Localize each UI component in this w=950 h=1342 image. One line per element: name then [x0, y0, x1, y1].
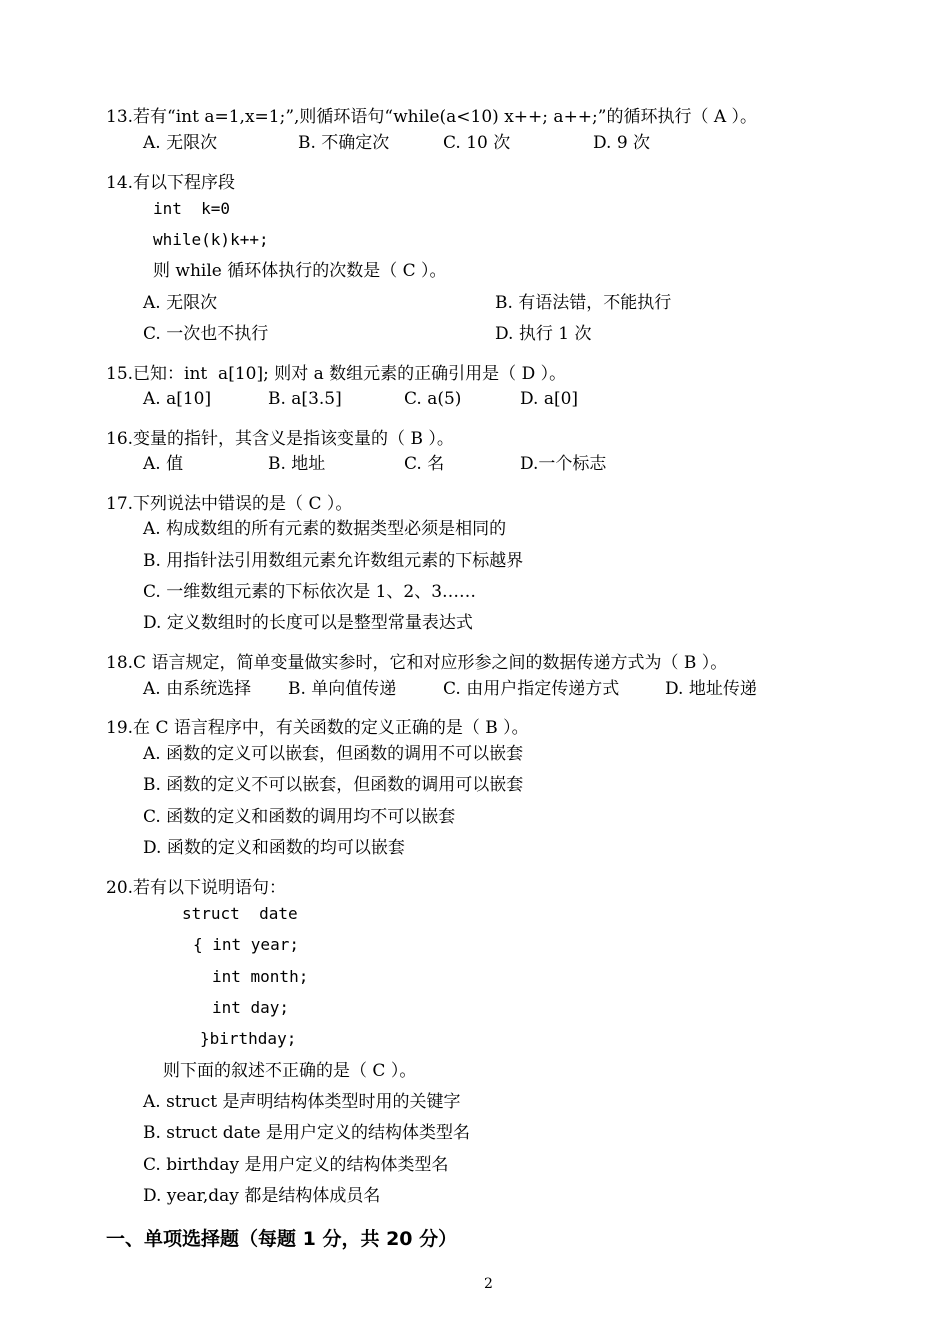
- q18-stem: 18.C 语言规定，简单变量做实参时，它和对应形参之间的数据传递方式为（ B ）。: [106, 653, 728, 673]
- q16-stem: 16.变量的指针，其含义是指该变量的（ B ）。: [106, 429, 454, 449]
- q20-ask: 则下面的叙述不正确的是（ C ）。: [163, 1061, 417, 1081]
- q14-ask: 则 while 循环体执行的次数是（ C ）。: [153, 261, 447, 281]
- q19-option-d: D. 函数的定义和函数的均可以嵌套: [143, 838, 405, 858]
- q16-option-a: A. 值: [143, 454, 184, 474]
- q20-code-line-2: { int year;: [193, 935, 299, 954]
- q16-option-c: C. 名: [404, 454, 445, 474]
- q19-stem: 19.在 C 语言程序中，有关函数的定义正确的是（ B ）。: [106, 718, 529, 738]
- q19-option-a: A. 函数的定义可以嵌套，但函数的调用不可以嵌套: [143, 744, 524, 764]
- q20-code-line-1: struct date: [182, 904, 298, 923]
- q13-option-a: A. 无限次: [143, 133, 218, 153]
- q14-code-line-1: int k=0: [153, 199, 231, 218]
- q17-option-d: D. 定义数组时的长度可以是整型常量表达式: [143, 613, 473, 633]
- q14-code-line-2: while(k)k++;: [153, 230, 269, 249]
- q15-option-c: C. a(5): [404, 389, 462, 409]
- q17-stem: 17.下列说法中错误的是（ C ）。: [106, 494, 353, 514]
- q13-option-c: C. 10 次: [443, 133, 511, 153]
- q19-option-c: C. 函数的定义和函数的调用均不可以嵌套: [143, 807, 456, 827]
- q20-stem: 20.若有以下说明语句：: [106, 878, 287, 898]
- section-heading: 一、单项选择题（每题 1 分，共 20 分）: [106, 1228, 458, 1250]
- q20-option-c: C. birthday 是用户定义的结构体类型名: [143, 1155, 449, 1175]
- q19-option-b: B. 函数的定义不可以嵌套，但函数的调用可以嵌套: [143, 775, 524, 795]
- q17-option-b: B. 用指针法引用数组元素允许数组元素的下标越界: [143, 551, 524, 571]
- q20-code-line-3: int month;: [212, 967, 309, 986]
- q14-option-a: A. 无限次: [143, 293, 218, 313]
- q15-option-b: B. a[3.5]: [268, 389, 342, 409]
- q18-option-c: C. 由用户指定传递方式: [443, 679, 620, 699]
- q15-option-d: D. a[0]: [520, 389, 579, 409]
- q20-code-line-5: }birthday;: [200, 1029, 297, 1048]
- q14-option-c: C. 一次也不执行: [143, 324, 269, 344]
- q20-code-line-4: int day;: [212, 998, 290, 1017]
- q13-option-d: D. 9 次: [593, 133, 651, 153]
- q14-option-d: D. 执行 1 次: [495, 324, 592, 344]
- q18-option-d: D. 地址传递: [665, 679, 757, 699]
- q14-option-b: B. 有语法错，不能执行: [495, 293, 672, 313]
- page-number: 2: [484, 1276, 493, 1292]
- q15-option-a: A. a[10]: [143, 389, 212, 409]
- q18-option-b: B. 单向值传递: [288, 679, 397, 699]
- q17-option-c: C. 一维数组元素的下标依次是 1、2、3……: [143, 582, 477, 602]
- q14-stem: 14.有以下程序段: [106, 173, 236, 193]
- q15-stem: 15.已知：int a[10]; 则对 a 数组元素的正确引用是（ D ）。: [106, 364, 567, 384]
- q20-option-a: A. struct 是声明结构体类型时用的关键字: [143, 1092, 461, 1112]
- q13-stem: 13.若有“int a=1,x=1;”,则循环语句“while(a<10) x++; a++;”的循环执行（ A ）。: [106, 107, 758, 127]
- q16-option-d: D.一个标志: [520, 454, 607, 474]
- q16-option-b: B. 地址: [268, 454, 326, 474]
- q13-option-b: B. 不确定次: [298, 133, 390, 153]
- q20-option-d: D. year,day 都是结构体成员名: [143, 1186, 381, 1206]
- q17-option-a: A. 构成数组的所有元素的数据类型必须是相同的: [143, 519, 507, 539]
- q18-option-a: A. 由系统选择: [143, 679, 252, 699]
- q20-option-b: B. struct date 是用户定义的结构体类型名: [143, 1123, 471, 1143]
